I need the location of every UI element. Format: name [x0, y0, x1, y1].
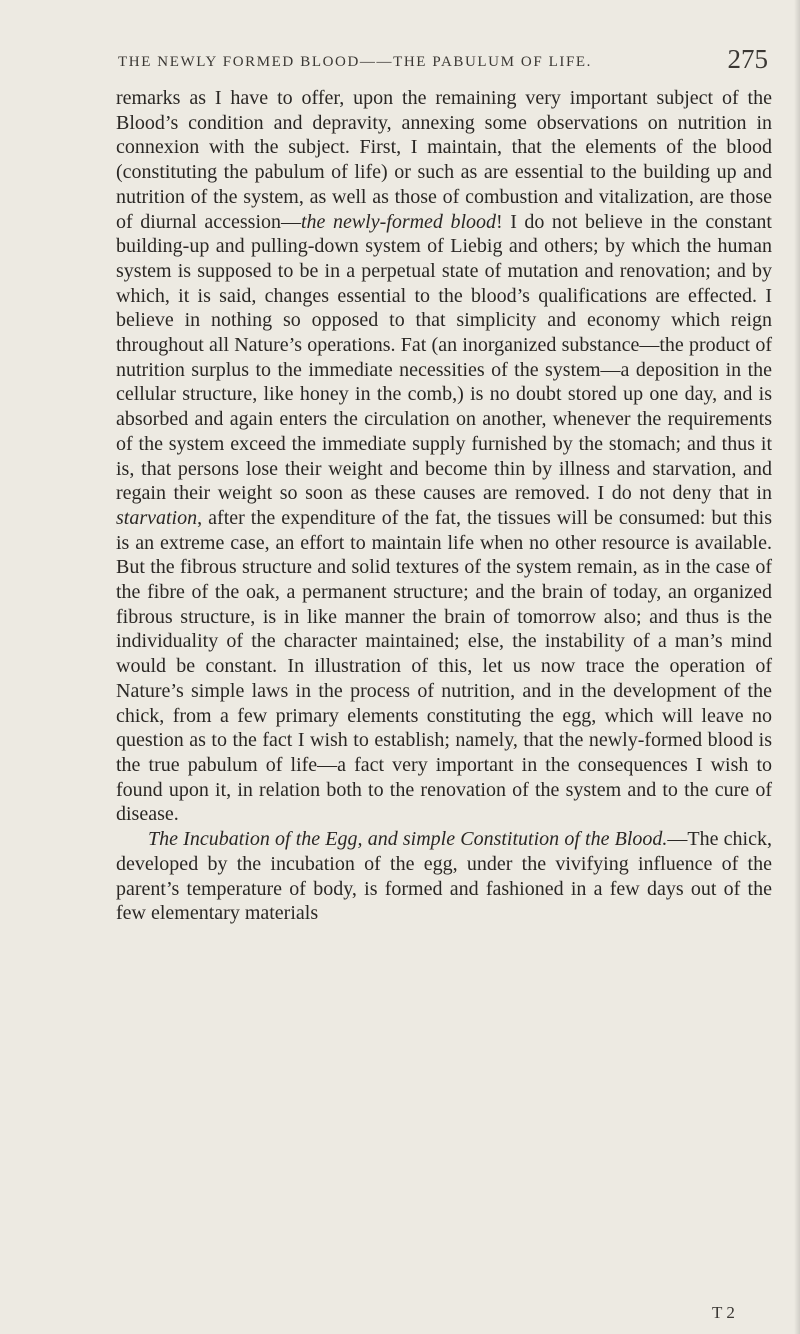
page-header: [118, 44, 768, 80]
paragraph-incubation: [116, 827, 772, 926]
page-edge-shadow: [794, 0, 800, 1334]
section-heading-incubation: The Incubation of the Egg, and simple Constitution of the Blood.: [148, 828, 668, 851]
body-text: [116, 86, 772, 926]
paragraph-text: ! I do not believe in the constant building-up and pulling-down system of Liebig and others; by which the human system is supposed to be in a perpetual state of mutation and renovation; and by which, it is said, changes essential to the blood’s qualifications are effected. I believe in nothing so opposed to that simplicity and economy which reign throughout all Nature’s operations. Fat (an inorganized substance—the product of nutrition surplus to the immediate necessities of the system—a deposition in the cellular structure, like honey in the comb,) is no doubt stored up one day, and is absorbed and again enters the circulation on another, whenever the requirements of the system exceed the immediate supply furnished by the stomach; and thus it is, that persons lose their weight and become thin by illness and starvation, and regain their weight so soon as these causes are removed. I do not deny that in: [116, 210, 772, 505]
paragraph-text: , after the expenditure of the fat, the tissues will be consumed: but this is an extreme case, an effort to maintain life when no other resource is available. But the fibrous structure and solid textures of the system remain, as in the case of the fibre of the oak, a permanent structure; and the brain of today, an organized fibrous structure, is in like manner the brain of tomorrow also; and thus is the individuality of the character maintained; else, the instability of a man’s mind would be constant. In illustration of this, let us now trace the operation of Nature’s simple laws in the process of nutrition, and in the development of the chick, from a few primary elements constituting the egg, which will leave no question as to the fact I wish to establish; namely, that the newly-formed blood is the true pabulum of life—a fact very important in the consequences I wish to found upon it, in relation both to the renovation of the system and to the cure of disease.: [116, 506, 772, 826]
page-number: 275: [727, 44, 768, 74]
emphasis-newly-formed-blood: the newly-formed blood: [301, 210, 497, 233]
paragraph-text: —The chick, developed by the incubation of the egg, under the vivifying influence of the parent’s temperature of body, is formed and fashioned in a few days out of the few elementary materials: [116, 828, 772, 925]
paragraph-text: remarks as I have to offer, upon the remaining very important subject of the Blood’s condition and depravity, annexing some observations on nutrition in connexion with the subject. First, I maintain, that the elements of the blood (constituting the pabulum of life) or such as are essential to the building up and nutrition of the system, as well as those of combustion and vitalization, are those of diurnal accession—: [116, 87, 772, 233]
emphasis-starvation: starvation: [116, 506, 198, 529]
paragraph-blood-pabulum: [116, 86, 772, 827]
signature-mark: T 2: [712, 1303, 735, 1322]
running-head: THE NEWLY FORMED BLOOD——THE PABULUM OF LIFE.: [118, 54, 593, 70]
